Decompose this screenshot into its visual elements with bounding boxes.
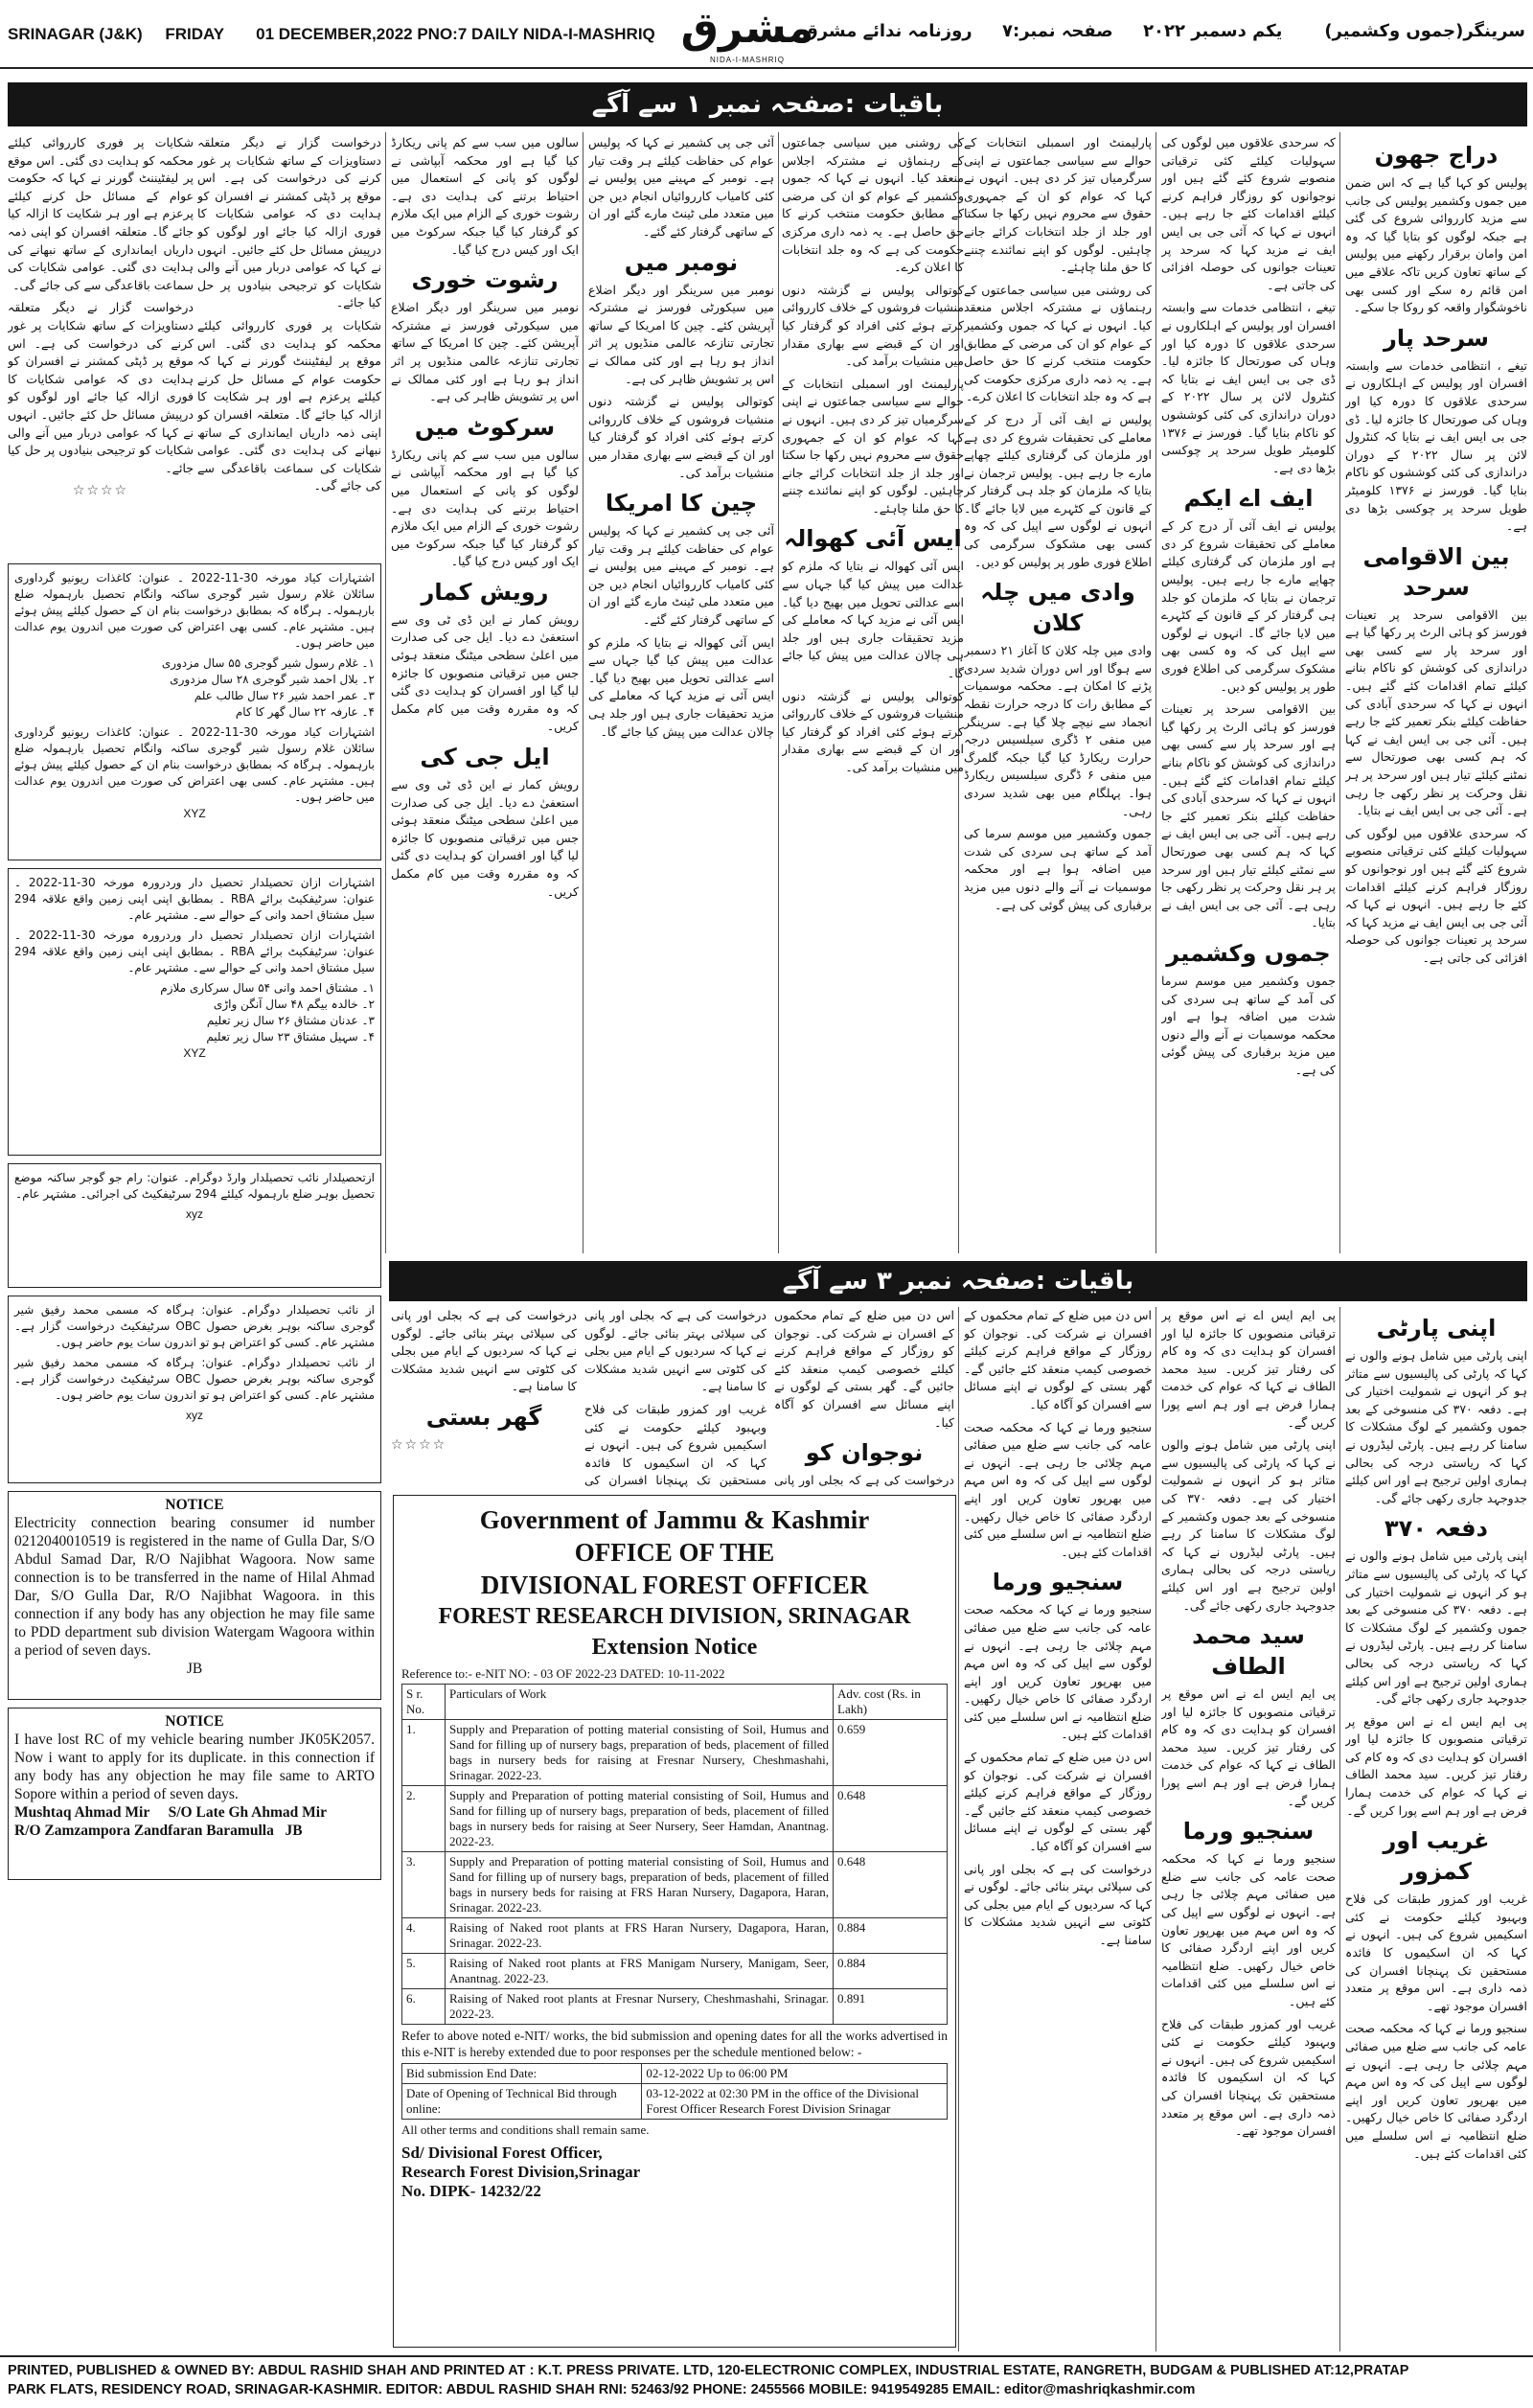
tender-reference: Reference to:- e-NIT NO: - 03 OF 2022-23 DATED: 10-11-2022 bbox=[401, 1666, 725, 1681]
article-column-3 bbox=[964, 134, 1152, 1246]
article-text: اس دن میں ضلع کے تمام محکموں کے افسران نے شرکت کی۔ نوجوان کو روزگار کے مواقع فراہم کرنے کیلئے خصوصی کیمپ منعقد کئے جائیں گے۔ گھر بستی کے لوگوں نے اپنے مسائل سے افسران کو آگاہ کیا۔ bbox=[964, 1750, 1152, 1854]
cell-cost: 0.884 bbox=[834, 1918, 948, 1954]
article-text: پی ایم ایس اے نے اس موقع پر ترقیاتی منصوبوں کا جائزہ لیا اور افسران کو ہدایت دی کہ وہ کام کی رفتار تیز کریں۔ سید محمد الطاف نے کہا کہ عوام کی خدمت ہمارا فرض ہے اور ہم اسے پورا کریں گے۔ bbox=[1161, 1308, 1336, 1430]
article-text: آئی جی پی کشمیر نے کہا کہ پولیس عوام کی حفاظت کیلئے ہر وقت تیار ہے۔ نومبر کے مہینے میں پولیس نے کئی کامیاب کارروائیاں انجام دیں جن میں متعدد ملی ٹینٹ مارے گئے اور ان کے ساتھی گرفتار کئے گئے۔ bbox=[588, 135, 774, 239]
col-sno: S r. No. bbox=[402, 1685, 446, 1720]
article-text: جموں وکشمیر میں موسم سرما کی آمد کے ساتھ ہی سردی کی شدت میں اضافہ ہوا ہے اور محکمہ موسمیات نے آنے والے دنوں میں مزید برفباری کی پیش گوئی کی ہے۔ bbox=[964, 826, 1152, 912]
tender-paragraph: Refer to above noted e-NIT/ works, the bid submission and opening dates for all the works advertised in this e-NIT is hereby extended due to poor responses per the schedule mentioned below: - bbox=[401, 2029, 948, 2059]
footer-imprint-1: PRINTED, PUBLISHED & OWNED BY: ABDUL RASHID SHAH AND PRINTED AT : K.T. PRESS PRIVATE. LTD, 120-ELECTRONIC COMPLEX, INDUSTRIAL ESTATE, RANGRETH, BUDGAM & PUBLISHED AT:12,PRATAP bbox=[8, 2363, 1409, 2378]
signer-address: R/O Zamzampora Zandfaran Baramulla bbox=[14, 1823, 274, 1839]
english-notice-rc bbox=[8, 1708, 381, 1880]
separator-stars: ☆☆☆☆ bbox=[72, 483, 129, 499]
article-text: شکایات پر فوری کارروائی کیلئے محکمہ کو ہدایت دی گئی۔ اس موقع پر لیفٹیننٹ گورنر نے کہا کہ حکومت عوام کے مسائل حل کرنے کیلئے پرعزم ہے اور ہر شکایت کا ازالہ کیا جائے گا۔ متعلقہ افسران کو اپنی ذمہ داریاں ایمانداری کے ساتھ نبھانے کی ہدایت دی گئی۔ عوامی شکایات کی سماعت باقاعدگی سے کی جائے گی۔ bbox=[197, 317, 381, 493]
cell-sno: 4. bbox=[402, 1918, 446, 1954]
article-text: پولیس نے ایف آئی آر درج کر کے معاملے کی تحقیقات شروع کر دی ہے اور ملزمان کی گرفتاری کیلئے چھاپے مارے جا رہے ہیں۔ پولیس ترجمان نے بتایا کہ ملزمان کو جلد ہی گرفتار کر کے قانون کے کٹہرے میں لایا جائے گا۔ انہوں نے لوگوں سے اپیل کی کہ وہ کسی بھی مشکوک سرگرمی کی اطلاع فوری طور پر پولیس کو دیں۔ bbox=[1161, 518, 1336, 694]
masthead-date: 01 DECEMBER,2022 bbox=[256, 25, 413, 43]
article-text: سنجیو ورما نے کہا کہ محکمہ صحت عامہ کی جانب سے ضلع میں صفائی مہم چلائی جا رہی ہے۔ انہوں نے لوگوں سے اپیل کی کہ وہ اس مہم میں بھرپور تعاون کریں اور اپنے اردگرد صفائی کا خاص خیال رکھیں۔ ضلع انتظامیہ نے اس سلسلے میں کئی اقدامات کئے ہیں۔ bbox=[964, 1602, 1152, 1742]
notice-row: ۱۔ غلام رسول شیر گوجری ۵۵ سال مزدوری bbox=[161, 656, 375, 670]
article-text: پارلیمنٹ اور اسمبلی انتخابات کے حوالے سے سیاسی جماعتوں نے اپنی سرگرمیاں تیز کر دی ہیں۔ انہوں نے کہا کہ عوام کو ان کے جمہوری حقوق سے محروم نہیں رکھا جا سکتا اور جلد از جلد انتخابات کرائے جانے چاہئیں۔ لوگوں کو اپنے نمائندے چننے کا حق ملنا چاہئے۔ bbox=[964, 135, 1152, 275]
cell-cost: 0.648 bbox=[834, 1852, 948, 1918]
schedule-value: 02-12-2022 Up to 06:00 PM bbox=[642, 2064, 948, 2084]
article-text: کہ سرحدی علاقوں میں لوگوں کی سہولیات کیلئے کئی ترقیاتی منصوبے شروع کئے گئے ہیں اور نوجوانوں کو روزگار فراہم کرنے کیلئے اقدامات کئے جا رہے ہیں۔ انہوں نے کہا کہ آئی جی بی ایس ایف نے مزید کہا کہ سرحد پر تعینات جوانوں کی حوصلہ افزائی کی جاتی ہے۔ bbox=[1345, 825, 1527, 965]
headline-wadi: وادی میں چلہ کلان bbox=[980, 579, 1135, 637]
masthead-right-city: سرینگر(جموں وکشمیر) bbox=[1324, 21, 1525, 41]
notice-sign: xyz bbox=[186, 1409, 203, 1422]
footer-rule bbox=[0, 2355, 1533, 2357]
lower-column-2 bbox=[1161, 1307, 1336, 2348]
divider bbox=[1155, 132, 1156, 1253]
table-row bbox=[402, 1852, 948, 1918]
notice-row: ۱۔ مشتاق احمد وانی ۵۴ سال سرکاری ملازم bbox=[160, 981, 375, 995]
headline-november: نومبر میں bbox=[624, 248, 739, 276]
tender-sign-2: Research Forest Division,Srinagar bbox=[401, 2163, 641, 2181]
cell-cost: 0.659 bbox=[834, 1720, 948, 1786]
logo-small: NIDA-I-MASHRIQ bbox=[710, 56, 785, 64]
article-text: تیغے ، انتظامی خدمات سے وابستہ افسران اور پولیس کے اہلکاروں نے سرحدی علاقوں کا دورہ کیا اور وہاں کی صورتحال کا جائزہ لیا۔ ڈی جی بی ایس ایف نے بتایا کہ کنٹرول لائن پر سال ۲۰۲۲ کے دوران دراندازی کی کئی کوششوں کو ناکام بنایا گیا۔ فورسز نے ۱۳۷۶ کلومیٹر طویل سرحد پر چوکسی بڑھا دی ہے۔ bbox=[1345, 357, 1527, 534]
section-band-top-label: باقیات :صفحہ نمبر ۱ سے آگے bbox=[591, 90, 944, 119]
notice-sign: JB bbox=[186, 1661, 203, 1677]
article-text: رویش کمار نے این ڈی ٹی وی سے استعفیٰ دے دیا۔ ایل جی کی صدارت میں اعلیٰ سطحی میٹنگ منعقد ہوئی جس میں ترقیاتی منصوبوں کا جائزہ لیا گیا اور افسران کو ہدایت دی گئی کہ وہ مقررہ وقت میں کام مکمل کریں۔ bbox=[391, 777, 579, 899]
lower-strip-1 bbox=[774, 1307, 954, 1489]
divider bbox=[958, 1307, 959, 2351]
headline-sanjeev-1: سنجیو ورما bbox=[992, 1569, 1124, 1596]
masthead-logo bbox=[680, 2, 814, 71]
article-text: اپنی پارٹی میں شامل ہونے والوں نے کہا کہ پارٹی کی پالیسیوں سے متاثر ہو کر انہوں نے شمولیت اختیار کی ہے۔ دفعہ ۳۷۰ کی منسوخی کے بعد جموں وکشمیر کے لوگ مشکلات کا سامنا کر رہے ہیں۔ پارٹی لیڈروں نے کہا کہ ریاستی درجہ کی بحالی ہماری اولین ترجیح ہے اور اس کیلئے جدوجہد جاری رکھی جائے گی۔ bbox=[1345, 1348, 1527, 1505]
urdu-notice-text: اشتہارات کیاد مورخہ 30-11-2022 ۔ عنوان: کاغذات ریونیو گرداوری سائلان غلام رسول شیر گوجری ساکنہ وانگام تحصیل بارہمولہ ضلع بارہمولہ۔ ہرگاہ کہ بمطابق درخواست بنام ان کے حصول کیلئے پیش ہوئے ہیں۔ مشتہر عام۔ کسی بھی اعتراض کی صورت میں اندرون یوم عدالت میں حاضر ہوں۔ bbox=[14, 725, 375, 804]
headline-border: بین الاقوامی سرحد bbox=[1362, 542, 1510, 601]
article-text: شکایات پر فوری کارروائی کیلئے محکمہ کو ہدایت دی گئی۔ اس موقع پر لیفٹیننٹ گورنر نے کہا کہ حکومت عوام کے مسائل حل کرنے کیلئے پرعزم ہے اور ہر شکایت کا ازالہ کیا جائے گا۔ متعلقہ افسران کو اپنی ذمہ داریاں ایمانداری کے ساتھ نبھانے کی ہدایت دی گئی۔ عوامی شکایات کی سماعت باقاعدگی سے کی جائے گی۔ bbox=[8, 135, 194, 292]
notice-title: NOTICE bbox=[165, 1713, 224, 1730]
urdu-notice-text: ازتحصیلدار نائب تحصیلدار وارڈ دوگرام۔ عنوان: رام جو گوجر ساکنہ موضع تحصیل بوہر ضلع بارہمولہ کیلئے 294 سرٹیفکیٹ کی اجرائی۔ مشتہر عام۔ bbox=[14, 1171, 375, 1201]
article-text: پی ایم ایس اے نے اس موقع پر ترقیاتی منصوبوں کا جائزہ لیا اور افسران کو ہدایت دی کہ وہ کام کی رفتار تیز کریں۔ سید محمد الطاف نے کہا کہ عوام کی خدمت ہمارا فرض ہے اور ہم اسے پورا کریں گے۔ bbox=[1161, 1686, 1336, 1808]
notice-sign: xyz bbox=[186, 1207, 203, 1221]
article-text: نومبر میں سرینگر اور دیگر اضلاع میں سیکورٹی فورسز نے مشترکہ آپریشن کئے۔ چین کا امریکا کے ساتھ تجارتی تنازعہ عالمی منڈیوں پر اثر انداز ہو رہا ہے اور کئی ممالک نے اس پر تشویش ظاہر کی ہے۔ bbox=[588, 282, 774, 386]
lower-strip-3 bbox=[391, 1307, 577, 1489]
masthead-right bbox=[802, 21, 1525, 41]
divider bbox=[1155, 1307, 1156, 2351]
col-particulars: Particulars of Work bbox=[446, 1685, 834, 1720]
tender-title: Extension Notice bbox=[591, 1635, 758, 1660]
headline-ghar-basti: گھر بستی bbox=[425, 1403, 542, 1431]
article-text: ایس آئی کھوالہ نے بتایا کہ ملزم کو عدالت میں پیش کیا گیا جہاں سے اسے عدالتی تحویل میں بھیج دیا گیا۔ ایس آئی نے مزید کہا کہ معاملے کی مزید تحقیقات جاری ہیں اور جلد ہی چالان عدالت میں پیش کیا جائے گا۔ bbox=[588, 634, 774, 739]
cell-work: Supply and Preparation of potting material consisting of Soil, Humus and Sand for filling up of nursery bags, preparation of beds, placement of filled bags in nursery beds for raising at FRS Haran Nursery, Dagapora, Haran, Srinagar. 2022-23. bbox=[446, 1852, 834, 1918]
english-notice-electricity bbox=[8, 1491, 381, 1700]
divider bbox=[1339, 1307, 1340, 2351]
cell-sno: 1. bbox=[402, 1720, 446, 1786]
tender-gov: Government of Jammu & Kashmir bbox=[479, 1505, 870, 1534]
article-text: کی روشنی میں سیاسی جماعتوں کے رہنماؤں نے مشترکہ اجلاس منعقد کیا۔ انہوں نے کہا کہ جموں وکشمیر کے عوام کو ان کی مرضی کے مطابق حکومت منتخب کرنے کا حق حاصل ہے۔ یہ ذمہ داری مرکزی حکومت کی ہے کہ وہ جلد انتخابات کا اعلان کرے۔ bbox=[964, 282, 1152, 404]
section-band-mid bbox=[389, 1261, 1527, 1301]
notice-row: ۴۔ سہیل مشتاق ۲۳ سال زیر تعلیم bbox=[206, 1030, 375, 1043]
table-row bbox=[402, 1720, 948, 1786]
article-column-6 bbox=[391, 134, 579, 1246]
schedule-label: Bid submission End Date: bbox=[402, 2064, 642, 2084]
article-text: کہ سرحدی علاقوں میں لوگوں کی سہولیات کیلئے کئی ترقیاتی منصوبے شروع کئے گئے ہیں اور نوجوانوں کو روزگار فراہم کرنے کیلئے اقدامات کئے جا رہے ہیں۔ انہوں نے کہا کہ آئی جی بی ایس ایف نے مزید کہا کہ سرحد پر تعینات جوانوں کی حوصلہ افزائی کی جاتی ہے۔ bbox=[1161, 135, 1336, 292]
article-text: تیغے ، انتظامی خدمات سے وابستہ افسران اور پولیس کے اہلکاروں نے سرحدی علاقوں کا دورہ کیا اور وہاں کی صورتحال کا جائزہ لیا۔ ڈی جی بی ایس ایف نے بتایا کہ کنٹرول لائن پر سال ۲۰۲۲ کے دوران دراندازی کی کئی کوششوں کو ناکام بنایا گیا۔ فورسز نے ۱۳۷۶ کلومیٹر طویل سرحد پر چوکسی بڑھا دی ہے۔ bbox=[1161, 300, 1336, 475]
tender-sign-1: Sd/ Divisional Forest Officer, bbox=[401, 2144, 603, 2162]
cell-sno: 6. bbox=[402, 1989, 446, 2025]
article-column-5 bbox=[588, 134, 774, 1246]
lower-column-3 bbox=[964, 1307, 1152, 2348]
article-text: سالوں میں سب سے کم پانی ریکارڈ کیا گیا ہے اور محکمہ آبپاشی نے لوگوں کو پانی کے استعمال میں احتیاط برتنے کی ہدایت دی ہے۔ رشوت خوری کے الزام میں ایک ملازم کو گرفتار کیا گیا جبکہ سرکوٹ میں ایک اور کیس درج کیا گیا۔ bbox=[391, 447, 579, 569]
divider bbox=[385, 132, 386, 1253]
table-row bbox=[402, 1989, 948, 2025]
article-text: کوتوالی پولیس نے گزشتہ دنوں منشیات فروشوں کے خلاف کارروائی کرتے ہوئے کئی افراد کو گرفتار کیا اور ان کے قبضے سے بھاری مقدار میں منشیات برآمد کی۔ bbox=[588, 394, 774, 480]
cell-cost: 0.891 bbox=[834, 1989, 948, 2025]
article-text: وادی میں چلہ کلان کا آغاز ۲۱ دسمبر سے ہوگا اور اس دوران شدید سردی پڑنے کا امکان ہے۔ محکمہ موسمیات کے مطابق رات کا درجہ حرارت نقطہ انجماد سے نیچے چلا گیا ہے۔ سرینگر میں منفی ۲ ڈگری سیلسیس درجہ حرارت ریکارڈ کیا گیا جبکہ گلمرگ میں منفی ۶ ڈگری سیلسیس ریکارڈ ہوا۔ پہلگام میں بھی شدید سردی رہی۔ bbox=[964, 643, 1152, 818]
masthead-right-page: صفحہ نمبر:۷ bbox=[1002, 21, 1113, 41]
article-text: سنجیو ورما نے کہا کہ محکمہ صحت عامہ کی جانب سے ضلع میں صفائی مہم چلائی جا رہی ہے۔ انہوں نے لوگوں سے اپیل کی کہ وہ اس مہم میں بھرپور تعاون کریں اور اپنے اردگرد صفائی کا خاص خیال رکھیں۔ ضلع انتظامیہ نے اس سلسلے میں کئی اقدامات کئے ہیں۔ bbox=[964, 1419, 1152, 1559]
headline-china: چین کا امریکا bbox=[605, 490, 758, 517]
headline-darraj: دراج جھون bbox=[1374, 142, 1499, 169]
schedule-table bbox=[401, 2063, 948, 2120]
cell-work: Raising of Naked root plants at FRS Haran Nursery, Dagapora, Haran, Srinagar. 2022-23. bbox=[446, 1918, 834, 1954]
masthead-paper: DAILY NIDA-I-MASHRIQ bbox=[471, 25, 655, 43]
tender-notice bbox=[393, 1495, 956, 2348]
tender-division: FOREST RESEARCH DIVISION, SRINAGAR bbox=[438, 1604, 911, 1629]
table-row bbox=[402, 1786, 948, 1852]
notice-sign: XYZ bbox=[183, 1046, 206, 1060]
article-text: اس دن میں ضلع کے تمام محکموں کے افسران نے شرکت کی۔ نوجوان کو روزگار کے مواقع فراہم کرنے کیلئے خصوصی کیمپ منعقد کئے جائیں گے۔ گھر بستی کے لوگوں نے اپنے مسائل سے افسران کو آگاہ کیا۔ bbox=[964, 1308, 1152, 1411]
cell-sno: 3. bbox=[402, 1852, 446, 1918]
divider bbox=[778, 132, 779, 1253]
article-text: آئی جی پی کشمیر نے کہا کہ پولیس عوام کی حفاظت کیلئے ہر وقت تیار ہے۔ نومبر کے مہینے میں پولیس نے کئی کامیاب کارروائیاں انجام دیں جن میں متعدد ملی ٹینٹ مارے گئے اور ان کے ساتھی گرفتار کئے گئے۔ bbox=[588, 523, 774, 628]
article-text: پولیس کو کہا گیا ہے کہ اس ضمن میں جموں وکشمیر پولیس کی جانب سے مزید کارروائی شروع کی گئی ہے جبکہ لوگوں کو بتایا گیا کہ وہ امن وامان برقرار رکھنے میں پولیس کے ساتھ تعاون کریں تاکہ علاقے میں امن قائم رہ سکے اور کسی بھی ناخوشگوار واقعہ کو روکا جا سکے۔ bbox=[1345, 175, 1527, 315]
footer-imprint-2: PARK FLATS, RESIDENCY ROAD, SRINAGAR-KASHMIR. EDITOR: ABDUL RASHID SHAH RNI: 52463/92 PHONE: 2455566 MOBILE: 9419549285 EMAIL: editor@mashriqkashmir.com bbox=[8, 2382, 1196, 2397]
article-column-1 bbox=[1345, 134, 1527, 1246]
notice-sign: XYZ bbox=[183, 807, 206, 820]
urdu-notice-text: از نائب تحصیلدار دوگرام۔ عنوان: ہرگاہ کہ مسمی محمد رفیق شیر گوجری ساکنہ بوہر بغرض حصول OBC سرٹیفکیٹ درخواست گزار ہے۔ مشتہر عام۔ کسی کو اعتراض ہو تو اندرون سات یوم حاضر ہوں۔ bbox=[14, 1303, 375, 1349]
article-text: بین الاقوامی سرحد پر تعینات فورسز کو ہائی الرٹ پر رکھا گیا ہے اور سرحد پار سے کسی بھی دراندازی کی کوشش کو ناکام بنانے کیلئے تمام اقدامات کئے گئے ہیں۔ انہوں نے کہا کہ سرحدی آبادی کی حفاظت کیلئے بنکر تعمیر کئے جا رہے ہیں۔ آئی جی بی ایس ایف نے کہا کہ ہم کسی بھی صورتحال سے نمٹنے کیلئے تیار ہیں اور سرحد پر ہر نقل وحرکت پر نظر رکھی جا رہی ہے۔ آئی جی بی ایس ایف نے بتایا۔ bbox=[1161, 701, 1336, 930]
notice-row: ۲۔ بلال احمد شیر گوجری ۲۸ سال مزدوری bbox=[170, 673, 375, 686]
col-cost: Adv. cost (Rs. in Lakh) bbox=[834, 1685, 948, 1720]
cell-sno: 2. bbox=[402, 1786, 446, 1852]
headline-lg: ایل جی کی bbox=[420, 744, 550, 771]
masthead-page: PNO:7 bbox=[417, 25, 468, 43]
notice-row: ۳۔ عمر احمد شیر ۲۶ سال طالب علم bbox=[194, 689, 375, 702]
article-column-2 bbox=[1161, 134, 1336, 1246]
article-text: اپنی پارٹی میں شامل ہونے والوں نے کہا کہ پارٹی کی پالیسیوں سے متاثر ہو کر انہوں نے شمولیت اختیار کی ہے۔ دفعہ ۳۷۰ کی منسوخی کے بعد جموں وکشمیر کے لوگ مشکلات کا سامنا کر رہے ہیں۔ پارٹی لیڈروں نے کہا کہ ریاستی درجہ کی بحالی ہماری اولین ترجیح ہے اور اس کیلئے جدوجہد جاری رکھی جائے گی۔ bbox=[1161, 1437, 1336, 1613]
masthead-rule bbox=[0, 67, 1533, 69]
article-text: پولیس نے ایف آئی آر درج کر کے معاملے کی تحقیقات شروع کر دی ہے اور ملزمان کی گرفتاری کیلئے چھاپے مارے جا رہے ہیں۔ پولیس ترجمان نے بتایا کہ ملزمان کو جلد ہی گرفتار کر کے قانون کے کٹہرے میں لایا جائے گا۔ انہوں نے لوگوں سے اپیل کی کہ وہ کسی بھی مشکوک سرگرمی کی اطلاع فوری طور پر پولیس کو دیں۔ bbox=[964, 411, 1152, 569]
signer-code: JB bbox=[285, 1823, 303, 1839]
table-row bbox=[402, 1918, 948, 1954]
tender-dfo: DIVISIONAL FOREST OFFICER bbox=[480, 1571, 869, 1599]
masthead bbox=[0, 0, 1533, 84]
headline-rishwat: رشوت خوری bbox=[411, 266, 559, 294]
article-text: غریب اور کمزور طبقات کی فلاح وبہبود کیلئے حکومت نے کئی اسکیمیں شروع کی ہیں۔ انہوں نے کہا کہ ان اسکیموں کا فائدہ مستحقین تک پہنچانا افسران کی bbox=[584, 1401, 766, 1488]
lower-strip-2 bbox=[584, 1307, 766, 1489]
lower-column-1 bbox=[1345, 1307, 1527, 2348]
notice-signature-address bbox=[14, 1822, 375, 1840]
urdu-notice-text: اشتہارات کیاد مورخہ 30-11-2022 ۔ عنوان: کاغذات ریونیو گرداوری سائلان غلام رسول شیر گوجری ساکنہ وانگام تحصیل بارہمولہ ضلع بارہمولہ۔ ہرگاہ کہ بمطابق درخواست بنام ان کے حصول کیلئے پیش ہوئے ہیں۔ مشتہر عام۔ کسی بھی اعتراض کی صورت میں اندرون یوم عدالت میں حاضر ہوں۔ bbox=[14, 571, 375, 650]
masthead-right-date: یکم دسمبر ۲۰۲۲ bbox=[1143, 21, 1283, 41]
cell-cost: 0.648 bbox=[834, 1786, 948, 1852]
article-text: درخواست کی ہے کہ بجلی اور پانی کی سپلائی بہتر بنائی جائے۔ لوگوں نے کہا کہ سردیوں کے ایام میں بجلی کی کٹوتی سے انہیں شدید مشکلات کا سامنا ہے۔ bbox=[964, 1861, 1152, 1947]
article-text: پارلیمنٹ اور اسمبلی انتخابات کے حوالے سے سیاسی جماعتوں نے اپنی سرگرمیاں تیز کر دی ہیں۔ انہوں نے کہا کہ عوام کو ان کے جمہوری حقوق سے محروم نہیں رکھا جا سکتا اور جلد از جلد انتخابات کرائے جانے چاہئیں۔ لوگوں کو اپنے نمائندے چننے کا حق ملنا چاہئے۔ bbox=[782, 376, 964, 516]
cell-work: Raising of Naked root plants at FRS Manigam Nursery, Manigam, Seer, Anantnag. 2022-23. bbox=[446, 1954, 834, 1989]
article-text: ایس آئی کھوالہ نے بتایا کہ ملزم کو عدالت میں پیش کیا گیا جہاں سے اسے عدالتی تحویل میں بھیج دیا گیا۔ ایس آئی نے مزید کہا کہ معاملے کی مزید تحقیقات جاری ہیں اور جلد ہی چالان عدالت میں پیش کیا جائے گا۔ bbox=[782, 559, 964, 681]
table-row bbox=[402, 1954, 948, 1989]
masthead-left bbox=[8, 25, 655, 44]
section-band-top bbox=[8, 82, 1527, 126]
article-text: بین الاقوامی سرحد پر تعینات فورسز کو ہائی الرٹ پر رکھا گیا ہے اور سرحد پار سے کسی بھی دراندازی کی کوشش کو ناکام بنانے کیلئے تمام اقدامات کئے گئے ہیں۔ انہوں نے کہا کہ سرحدی آبادی کی حفاظت کیلئے بنکر تعمیر کئے جا رہے ہیں۔ آئی جی بی ایس ایف نے کہا کہ ہم کسی بھی صورتحال سے نمٹنے کیلئے تیار ہیں اور سرحد پر ہر نقل وحرکت پر نظر رکھی جا رہی ہے۔ آئی جی بی ایس ایف نے بتایا۔ bbox=[1345, 607, 1527, 818]
article-text: درخواست کی ہے کہ بجلی اور پانی bbox=[774, 1473, 954, 1488]
schedule-row bbox=[402, 2084, 948, 2120]
headline-ravish: رویش کمار bbox=[421, 578, 549, 606]
signer-name: Mushtaq Ahmad Mir bbox=[14, 1804, 150, 1821]
headline-sarkot: سرکوٹ میں bbox=[414, 413, 556, 441]
works-table bbox=[401, 1684, 948, 2025]
works-table-header bbox=[402, 1685, 948, 1720]
urdu-notice-1 bbox=[8, 563, 381, 860]
article-text: غریب اور کمزور طبقات کی فلاح وبہبود کیلئے حکومت نے کئی اسکیمیں شروع کی ہیں۔ انہوں نے کہا کہ ان اسکیموں کا فائدہ مستحقین تک پہنچانا افسران کی ذمہ داری ہے۔ اس موقع پر متعدد افسران موجود تھے۔ bbox=[1161, 2016, 1336, 2139]
urdu-notice-text: از نائب تحصیلدار دوگرام۔ عنوان: ہرگاہ کہ مسمی محمد رفیق شیر گوجری ساکنہ بوہر بغرض حصول OBC سرٹیفکیٹ درخواست گزار ہے۔ مشتہر عام۔ کسی کو اعتراض ہو تو اندرون سات یوم حاضر ہوں۔ bbox=[14, 1356, 375, 1402]
masthead-city: SRINAGAR (J&K) bbox=[8, 25, 143, 43]
headline-si: ایس آئی کھوالہ bbox=[784, 525, 962, 553]
section-band-mid-label: باقیات :صفحہ نمبر ۳ سے آگے bbox=[782, 1267, 1134, 1296]
cell-sno: 5. bbox=[402, 1954, 446, 1989]
masthead-day: FRIDAY bbox=[165, 25, 225, 43]
urdu-notice-text: اشتہارات ازان تحصیلدار تحصیل دار وردرورہ مورخہ 30-11-2022 ۔ عنوان: سرٹیفکیٹ برائے RBA ۔ بمطابق اپنی اپنی زمین واقع علاقہ 294 سیل مشتاق احمد وانی کے حوالے سے۔ مشتہر عام۔ bbox=[14, 876, 375, 922]
article-column-7 bbox=[197, 134, 381, 556]
headline-jammu: جموں وکشمیر bbox=[1166, 939, 1331, 967]
headline-article-370: دفعہ ۳۷۰ bbox=[1384, 1515, 1488, 1543]
headline-naujawan: نوجوان کو bbox=[805, 1439, 924, 1467]
headline-sarhad: سرحد پار bbox=[1384, 324, 1489, 352]
article-text: پی ایم ایس اے نے اس موقع پر ترقیاتی منصوبوں کا جائزہ لیا اور افسران کو ہدایت دی کہ وہ کام کی رفتار تیز کریں۔ سید محمد الطاف نے کہا کہ عوام کی خدمت ہمارا فرض ہے اور ہم اسے پورا کریں گے۔ bbox=[1345, 1713, 1527, 1818]
article-text: کوتوالی پولیس نے گزشتہ دنوں منشیات فروشوں کے خلاف کارروائی کرتے ہوئے کئی افراد کو گرفتار کیا اور ان کے قبضے سے بھاری مقدار میں منشیات برآمد کی۔ bbox=[782, 688, 964, 774]
headline-syed-altaf: سید محمد الطاف bbox=[1192, 1622, 1305, 1681]
article-column-4 bbox=[782, 134, 964, 1246]
headline-fir: ایف اے ایکم bbox=[1183, 485, 1314, 513]
tender-dipk: No. DIPK- 14232/22 bbox=[401, 2182, 541, 2200]
urdu-notice-4 bbox=[8, 1296, 381, 1483]
schedule-row bbox=[402, 2064, 948, 2084]
article-text: درخواست کی ہے کہ بجلی اور پانی کی سپلائی بہتر بنائی جائے۔ لوگوں نے کہا کہ سردیوں کے ایام میں بجلی کی کٹوتی سے انہیں شدید مشکلات کا سامنا ہے۔ bbox=[584, 1308, 766, 1394]
article-text: سالوں میں سب سے کم پانی ریکارڈ کیا گیا ہے اور محکمہ آبپاشی نے لوگوں کو پانی کے استعمال میں احتیاط برتنے کی ہدایت دی ہے۔ رشوت خوری کے الزام میں ایک ملازم کو گرفتار کیا گیا جبکہ سرکوٹ میں ایک اور کیس درج کیا گیا۔ bbox=[391, 135, 579, 257]
notice-row: ۲۔ خالدہ بیگم ۴۸ سال آنگن واڑی bbox=[213, 998, 375, 1011]
article-text: نومبر میں سرینگر اور دیگر اضلاع میں سیکورٹی فورسز نے مشترکہ آپریشن کئے۔ چین کا امریکا کے ساتھ تجارتی تنازعہ عالمی منڈیوں پر اثر انداز ہو رہا ہے اور کئی ممالک نے اس پر تشویش ظاہر کی ہے۔ bbox=[391, 300, 579, 404]
article-text: درخواست گزار نے دیگر متعلقہ دستاویزات کے ساتھ شکایات پر غور کرنے کی درخواست کی ہے۔ اس موقع پر ڈپٹی کمشنر نے افسران کو ہدایت دی کہ عوامی شکایات کا فوری ازالہ کیا جائے اور لوگوں کو درپیش مسائل حل کئے جائیں۔ انہوں نے کہا کہ عوامی دربار میں آنے والی شکایات کو ترجیحی بنیادوں پر حل کیا جائے۔ bbox=[8, 300, 194, 475]
urdu-notice-text: اشتہارات ازان تحصیلدار تحصیل دار وردرورہ مورخہ 30-11-2022 ۔ عنوان: سرٹیفکیٹ برائے RBA ۔ بمطابق اپنی اپنی زمین واقع علاقہ 294 سیل مشتاق احمد وانی کے حوالے سے۔ مشتہر عام۔ bbox=[14, 929, 375, 975]
notice-title: NOTICE bbox=[165, 1497, 224, 1513]
notice-row: ۳۔ عدنان مشتاق ۲۶ سال زیر تعلیم bbox=[206, 1014, 375, 1027]
divider bbox=[1339, 132, 1340, 1253]
article-text: رویش کمار نے این ڈی ٹی وی سے استعفیٰ دے دیا۔ ایل جی کی صدارت میں اعلیٰ سطحی میٹنگ منعقد ہوئی جس میں ترقیاتی منصوبوں کا جائزہ لیا گیا اور افسران کو ہدایت دی گئی کہ وہ مقررہ وقت میں کام مکمل کریں۔ bbox=[391, 611, 579, 734]
headline-sanjeev-2: سنجیو ورما bbox=[1182, 1818, 1315, 1846]
article-column-8 bbox=[8, 134, 194, 556]
article-text: اپنی پارٹی میں شامل ہونے والوں نے کہا کہ پارٹی کی پالیسیوں سے متاثر ہو کر انہوں نے شمولیت اختیار کی ہے۔ دفعہ ۳۷۰ کی منسوخی کے بعد جموں وکشمیر کے لوگ مشکلات کا سامنا کر رہے ہیں۔ پارٹی لیڈروں نے کہا کہ ریاستی درجہ کی بحالی ہماری اولین ترجیح ہے اور اس کیلئے جدوجہد جاری رکھی جائے گی۔ bbox=[1345, 1548, 1527, 1707]
headline-gharib: غریب اور کمزور bbox=[1383, 1827, 1490, 1886]
article-text: غریب اور کمزور طبقات کی فلاح وبہبود کیلئے حکومت نے کئی اسکیمیں شروع کی ہیں۔ انہوں نے کہا کہ ان اسکیموں کا فائدہ مستحقین تک پہنچانا افسران کی ذمہ داری ہے۔ اس موقع پر متعدد افسران موجود تھے۔ bbox=[1345, 1892, 1527, 2013]
article-text: سنجیو ورما نے کہا کہ محکمہ صحت عامہ کی جانب سے ضلع میں صفائی مہم چلائی جا رہی ہے۔ انہوں نے لوگوں سے اپیل کی کہ وہ اس مہم میں بھرپور تعاون کریں اور اپنے اردگرد صفائی کا خاص خیال رکھیں۔ ضلع انتظامیہ نے اس سلسلے میں کئی اقدامات کئے ہیں۔ bbox=[1161, 1851, 1336, 2008]
notice-row: ۴۔ عارفہ ۲۲ سال گھر کا کام bbox=[235, 705, 375, 719]
cell-work: Supply and Preparation of potting material consisting of Soil, Humus and Sand for filling up of nursery bags, preparation of beds, placement of filled bags in nursery beds for raising at Fresnar Nursery, Cheshmashahi, Srinagar. 2022-23. bbox=[446, 1720, 834, 1786]
masthead-right-paper: روزنامہ ندائے مشرق bbox=[802, 21, 972, 41]
headline-apni-party: اپنی پارٹی bbox=[1376, 1315, 1497, 1342]
urdu-notice-2 bbox=[8, 868, 381, 1156]
schedule-label: Date of Opening of Technical Bid through online: bbox=[402, 2084, 642, 2120]
notice-body: Electricity connection bearing consumer id number 0212040010519 is registered in the name of Gulla Dar, S/O Abdul Samad Dar, R/O Najibhat Wagoora. Now same connection is to be transferred in the name of Hilal Ahmad Dar, S/O Gulla Dar, R/O Najibhat Wagoora. in this connection if any body has any objection he may file same to PDD department sub division Watergam Wagoora within a period of seven days. bbox=[14, 1515, 375, 1659]
notice-body: I have lost RC of my vehicle bearing number JK05K2057. Now i want to apply for its duplicate. in this connection if any body has any objection he may file same to ARTO Sopore within a period of seven days. bbox=[14, 1731, 375, 1802]
tender-terms: All other terms and conditions shall remain same. bbox=[401, 2122, 650, 2137]
footer bbox=[8, 2361, 1525, 2403]
schedule-value: 03-12-2022 at 02:30 PM in the office of the Divisional Forest Officer Research Forest Division Srinagar bbox=[642, 2084, 948, 2120]
article-text: جموں وکشمیر میں موسم سرما کی آمد کے ساتھ ہی سردی کی شدت میں اضافہ ہوا ہے اور محکمہ موسمیات نے آنے والے دنوں میں مزید برفباری کی پیش گوئی کی ہے۔ bbox=[1161, 973, 1336, 1077]
urdu-notice-3 bbox=[8, 1163, 381, 1288]
article-text: کی روشنی میں سیاسی جماعتوں کے رہنماؤں نے مشترکہ اجلاس منعقد کیا۔ انہوں نے کہا کہ جموں وکشمیر کے عوام کو ان کی مرضی کے مطابق حکومت منتخب کرنے کا حق حاصل ہے۔ یہ ذمہ داری مرکزی حکومت کی ہے کہ وہ جلد انتخابات کا اعلان کرے۔ bbox=[782, 135, 964, 275]
article-text: درخواست گزار نے دیگر متعلقہ دستاویزات کے ساتھ شکایات پر غور کرنے کی درخواست کی ہے۔ اس موقع پر ڈپٹی کمشنر نے افسران کو ہدایت دی کہ عوامی شکایات کا فوری ازالہ کیا جائے اور لوگوں کو درپیش مسائل حل کئے جائیں۔ انہوں نے کہا کہ عوامی دربار میں آنے والی شکایات کو ترجیحی بنیادوں پر حل کیا جائے۔ bbox=[197, 135, 381, 310]
tender-office: OFFICE OF THE bbox=[574, 1538, 775, 1567]
article-text: اس دن میں ضلع کے تمام محکموں کے افسران نے شرکت کی۔ نوجوان کو روزگار کے مواقع فراہم کرنے کیلئے خصوصی کیمپ منعقد کئے جائیں گے۔ گھر بستی کے لوگوں نے اپنے مسائل سے افسران کو آگاہ کیا۔ bbox=[774, 1308, 954, 1430]
cell-work: Raising of Naked root plants at Fresnar Nursery, Cheshmashahi, Srinagar. 2022-23. bbox=[446, 1989, 834, 2025]
cell-work: Supply and Preparation of potting material consisting of Soil, Humus and Sand for filling up of nursery bags, preparation of beds, placement of filled bags in nursery beds for raising at Seer Nursery, Seer Hamdan, Anantnag. 2022-23. bbox=[446, 1786, 834, 1852]
signer-parent: S/O Late Gh Ahmad Mir bbox=[168, 1804, 327, 1821]
article-text: کوتوالی پولیس نے گزشتہ دنوں منشیات فروشوں کے خلاف کارروائی کرتے ہوئے کئی افراد کو گرفتار کیا اور ان کے قبضے سے بھاری مقدار میں منشیات برآمد کی۔ bbox=[782, 282, 964, 369]
notice-signature bbox=[14, 1803, 375, 1822]
separator-stars: ☆☆☆☆ bbox=[391, 1436, 447, 1453]
article-text: سنجیو ورما نے کہا کہ محکمہ صحت عامہ کی جانب سے ضلع میں صفائی مہم چلائی جا رہی ہے۔ انہوں نے لوگوں سے اپیل کی کہ وہ اس مہم میں بھرپور تعاون کریں اور اپنے اردگرد صفائی کا خاص خیال رکھیں۔ ضلع انتظامیہ نے اس سلسلے میں کئی اقدامات کئے ہیں۔ bbox=[1345, 2021, 1527, 2161]
logo-main: مشرق bbox=[680, 4, 814, 53]
article-text: درخواست کی ہے کہ بجلی اور پانی کی سپلائی بہتر بنائی جائے۔ لوگوں نے کہا کہ سردیوں کے ایام میں بجلی کی کٹوتی سے انہیں شدید مشکلات کا سامنا ہے۔ bbox=[391, 1308, 577, 1394]
cell-cost: 0.884 bbox=[834, 1954, 948, 1989]
